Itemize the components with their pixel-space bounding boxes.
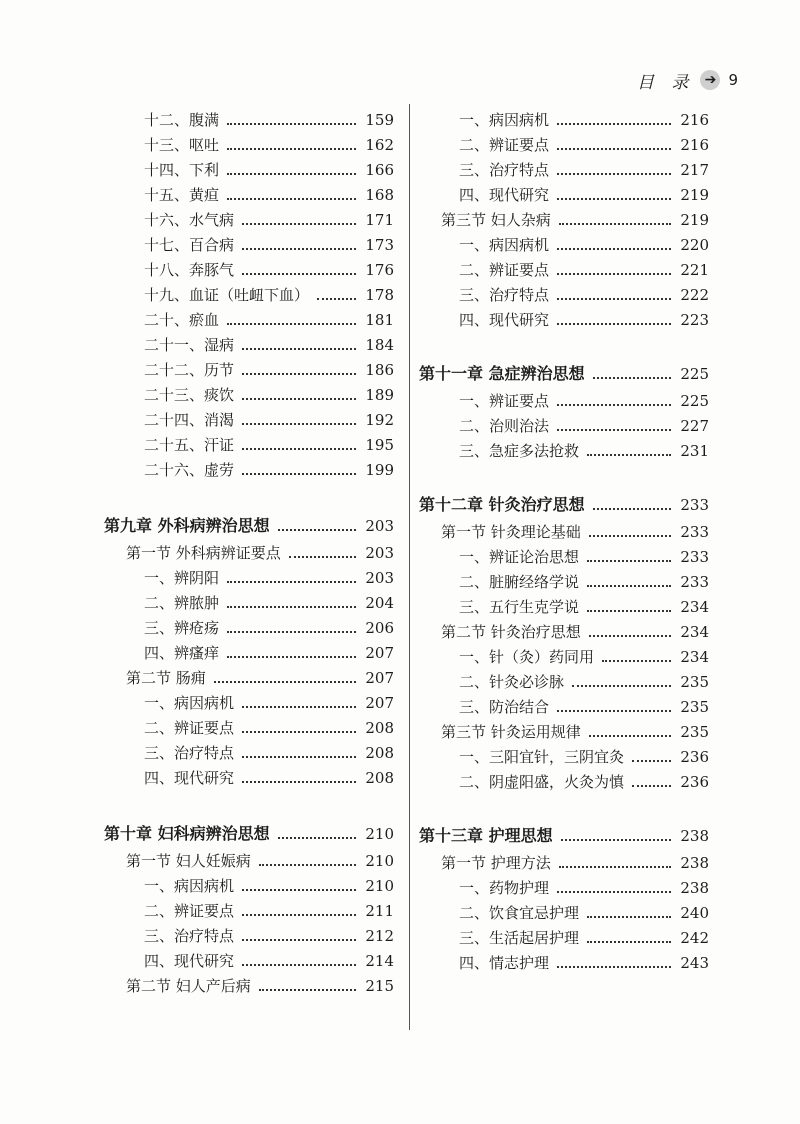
toc-entry-page: 203 bbox=[365, 517, 394, 535]
toc-item-entry[interactable] bbox=[419, 926, 709, 951]
toc-spacer bbox=[104, 483, 394, 511]
toc-entry-label: 第三节 针灸运用规律 bbox=[441, 723, 581, 741]
toc-item-entry[interactable] bbox=[104, 208, 394, 233]
toc-entry-label: 第二节 针灸治疗思想 bbox=[441, 623, 581, 641]
toc-entry-label: 十六、水气病 bbox=[144, 211, 235, 229]
dot-leader bbox=[559, 223, 671, 225]
toc-entry-label: 二十、瘀血 bbox=[144, 311, 220, 329]
toc-entry-page: 225 bbox=[680, 365, 709, 383]
dot-leader bbox=[227, 173, 356, 175]
toc-spacer bbox=[419, 795, 709, 821]
toc-item-entry[interactable] bbox=[104, 408, 394, 433]
toc-entry-label: 二、脏腑经络学说 bbox=[459, 573, 580, 591]
toc-entry-page: 235 bbox=[680, 723, 709, 741]
toc-item-entry[interactable] bbox=[419, 439, 709, 464]
page-number: 9 bbox=[728, 71, 738, 89]
dot-leader bbox=[632, 785, 671, 787]
toc-entry-label: 第十章 妇科病辨治思想 bbox=[104, 824, 270, 843]
toc-section-entry[interactable] bbox=[419, 620, 709, 645]
toc-item-entry[interactable] bbox=[419, 158, 709, 183]
toc-entry-page: 178 bbox=[365, 286, 394, 304]
toc-item-entry[interactable] bbox=[419, 233, 709, 258]
dot-leader bbox=[602, 660, 671, 662]
toc-entry-label: 十五、黄疸 bbox=[144, 186, 220, 204]
toc-section-entry[interactable] bbox=[104, 974, 394, 999]
toc-item-entry[interactable] bbox=[104, 716, 394, 741]
toc-entry-page: 242 bbox=[680, 929, 709, 947]
dot-leader bbox=[242, 398, 356, 400]
arrow-right-icon: ➔ bbox=[700, 70, 720, 90]
dot-leader bbox=[593, 377, 671, 379]
toc-entry-label: 第一节 妇人妊娠病 bbox=[126, 852, 251, 870]
toc-entry-page: 208 bbox=[365, 744, 394, 762]
toc-right-column bbox=[419, 108, 709, 976]
toc-item-entry[interactable] bbox=[104, 949, 394, 974]
toc-item-entry[interactable] bbox=[419, 745, 709, 770]
toc-entry-page: 208 bbox=[365, 769, 394, 787]
toc-entry-page: 207 bbox=[365, 694, 394, 712]
dot-leader bbox=[242, 914, 356, 916]
toc-entry-page: 159 bbox=[365, 111, 394, 129]
toc-entry-label: 一、病因病机 bbox=[459, 111, 550, 129]
toc-item-entry[interactable] bbox=[419, 133, 709, 158]
toc-entry-label: 一、辨证论治思想 bbox=[459, 548, 580, 566]
toc-entry-label: 第一节 针灸理论基础 bbox=[441, 523, 581, 541]
toc-entry-page: 168 bbox=[365, 186, 394, 204]
toc-entry-page: 235 bbox=[680, 673, 709, 691]
dot-leader bbox=[259, 989, 356, 991]
toc-entry-label: 三、防治结合 bbox=[459, 698, 550, 716]
toc-entry-page: 233 bbox=[680, 548, 709, 566]
toc-item-entry[interactable] bbox=[104, 433, 394, 458]
dot-leader bbox=[289, 556, 356, 558]
dot-leader bbox=[589, 535, 671, 537]
dot-leader bbox=[557, 273, 671, 275]
toc-entry-page: 186 bbox=[365, 361, 394, 379]
toc-entry-label: 十九、血证（吐衄下血） bbox=[144, 286, 310, 304]
toc-entry-label: 一、辨证要点 bbox=[459, 392, 550, 410]
dot-leader bbox=[227, 656, 356, 658]
toc-entry-page: 204 bbox=[365, 594, 394, 612]
toc-entry-label: 四、现代研究 bbox=[144, 952, 235, 970]
toc-item-entry[interactable] bbox=[419, 670, 709, 695]
toc-chapter-entry[interactable] bbox=[104, 511, 394, 541]
toc-item-entry[interactable] bbox=[104, 258, 394, 283]
toc-item-entry[interactable] bbox=[419, 183, 709, 208]
toc-entry-label: 四、现代研究 bbox=[459, 311, 550, 329]
toc-item-entry[interactable] bbox=[104, 333, 394, 358]
dot-leader bbox=[557, 323, 671, 325]
toc-entry-page: 233 bbox=[680, 496, 709, 514]
dot-leader bbox=[572, 685, 671, 687]
dot-leader bbox=[557, 148, 671, 150]
toc-entry-label: 三、治疗特点 bbox=[459, 286, 550, 304]
toc-spacer bbox=[419, 333, 709, 359]
dot-leader bbox=[227, 148, 356, 150]
toc-entry-page: 199 bbox=[365, 461, 394, 479]
dot-leader bbox=[557, 404, 671, 406]
toc-entry-label: 第三节 妇人杂病 bbox=[441, 211, 551, 229]
toc-entry-page: 176 bbox=[365, 261, 394, 279]
toc-item-entry[interactable] bbox=[419, 308, 709, 333]
toc-item-entry[interactable] bbox=[104, 591, 394, 616]
column-divider bbox=[409, 104, 410, 1030]
dot-leader bbox=[242, 373, 356, 375]
dot-leader bbox=[227, 323, 356, 325]
toc-item-entry[interactable] bbox=[104, 358, 394, 383]
toc-entry-page: 234 bbox=[680, 598, 709, 616]
toc-item-entry[interactable] bbox=[104, 691, 394, 716]
toc-entry-page: 173 bbox=[365, 236, 394, 254]
toc-entry-label: 二、辨证要点 bbox=[144, 719, 235, 737]
dot-leader bbox=[242, 273, 356, 275]
toc-entry-label: 一、病因病机 bbox=[459, 236, 550, 254]
toc-item-entry[interactable] bbox=[419, 876, 709, 901]
toc-entry-label: 二、辨证要点 bbox=[144, 902, 235, 920]
toc-entry-label: 二、辨脓肿 bbox=[144, 594, 220, 612]
dot-leader bbox=[242, 731, 356, 733]
dot-leader bbox=[242, 781, 356, 783]
toc-entry-label: 二十六、虚劳 bbox=[144, 461, 235, 479]
toc-item-entry[interactable] bbox=[104, 566, 394, 591]
toc-item-entry[interactable] bbox=[104, 641, 394, 666]
toc-entry-label: 二、辨证要点 bbox=[459, 136, 550, 154]
toc-entry-page: 223 bbox=[680, 311, 709, 329]
dot-leader bbox=[242, 473, 356, 475]
toc-entry-label: 一、三阳宜针，三阴宜灸 bbox=[459, 748, 625, 766]
toc-entry-page: 171 bbox=[365, 211, 394, 229]
toc-entry-page: 189 bbox=[365, 386, 394, 404]
dot-leader bbox=[632, 760, 671, 762]
toc-item-entry[interactable] bbox=[419, 108, 709, 133]
dot-leader bbox=[561, 839, 671, 841]
dot-leader bbox=[242, 756, 356, 758]
toc-entry-page: 238 bbox=[680, 827, 709, 845]
toc-entry-page: 206 bbox=[365, 619, 394, 637]
toc-item-entry[interactable] bbox=[419, 258, 709, 283]
toc-entry-label: 三、急症多法抢救 bbox=[459, 442, 580, 460]
toc-entry-label: 第二节 肠痈 bbox=[126, 669, 206, 687]
toc-entry-page: 215 bbox=[365, 977, 394, 995]
dot-leader bbox=[557, 710, 671, 712]
toc-spacer bbox=[419, 464, 709, 490]
dot-leader bbox=[587, 585, 671, 587]
toc-entry-page: 210 bbox=[365, 877, 394, 895]
toc-section-entry[interactable] bbox=[419, 208, 709, 233]
toc-entry-page: 234 bbox=[680, 623, 709, 641]
toc-chapter-entry[interactable] bbox=[104, 819, 394, 849]
toc-entry-page: 203 bbox=[365, 569, 394, 587]
toc-item-entry[interactable] bbox=[104, 283, 394, 308]
toc-spacer bbox=[104, 791, 394, 819]
dot-leader bbox=[278, 837, 356, 839]
toc-entry-label: 十二、腹满 bbox=[144, 111, 220, 129]
toc-entry-page: 234 bbox=[680, 648, 709, 666]
dot-leader bbox=[227, 581, 356, 583]
toc-entry-page: 225 bbox=[680, 392, 709, 410]
toc-item-entry[interactable] bbox=[104, 158, 394, 183]
toc-entry-label: 四、辨瘙痒 bbox=[144, 644, 220, 662]
dot-leader bbox=[227, 198, 356, 200]
toc-section-entry[interactable] bbox=[419, 520, 709, 545]
toc-section-entry[interactable] bbox=[104, 541, 394, 566]
toc-item-entry[interactable] bbox=[419, 645, 709, 670]
toc-entry-label: 一、针（灸）药同用 bbox=[459, 648, 595, 666]
toc-item-entry[interactable] bbox=[104, 458, 394, 483]
toc-entry-label: 二、饮食宜忌护理 bbox=[459, 904, 580, 922]
dot-leader bbox=[559, 866, 671, 868]
toc-entry-label: 十七、百合病 bbox=[144, 236, 235, 254]
toc-section-entry[interactable] bbox=[419, 851, 709, 876]
dot-leader bbox=[227, 606, 356, 608]
running-header-title: 目 录 bbox=[637, 72, 695, 93]
toc-entry-label: 二十三、痰饮 bbox=[144, 386, 235, 404]
dot-leader bbox=[227, 123, 356, 125]
toc-item-entry[interactable] bbox=[104, 766, 394, 791]
dot-leader bbox=[587, 916, 671, 918]
toc-entry-label: 二、治则治法 bbox=[459, 417, 550, 435]
dot-leader bbox=[587, 610, 671, 612]
toc-chapter-entry[interactable] bbox=[419, 490, 709, 520]
toc-entry-label: 第九章 外科病辨治思想 bbox=[104, 516, 270, 535]
toc-item-entry[interactable] bbox=[104, 383, 394, 408]
toc-item-entry[interactable] bbox=[419, 695, 709, 720]
toc-chapter-entry[interactable] bbox=[419, 359, 709, 389]
toc-entry-label: 十八、奔豚气 bbox=[144, 261, 235, 279]
toc-entry-page: 216 bbox=[680, 136, 709, 154]
toc-entry-page: 231 bbox=[680, 442, 709, 460]
toc-item-entry[interactable] bbox=[419, 414, 709, 439]
toc-entry-page: 233 bbox=[680, 523, 709, 541]
toc-entry-page: 208 bbox=[365, 719, 394, 737]
toc-entry-page: 210 bbox=[365, 852, 394, 870]
dot-leader bbox=[242, 423, 356, 425]
toc-section-entry[interactable] bbox=[419, 720, 709, 745]
toc-item-entry[interactable] bbox=[419, 570, 709, 595]
dot-leader bbox=[242, 964, 356, 966]
toc-entry-page: 217 bbox=[680, 161, 709, 179]
toc-entry-page: 166 bbox=[365, 161, 394, 179]
toc-entry-label: 二、针灸必诊脉 bbox=[459, 673, 565, 691]
dot-leader bbox=[278, 529, 356, 531]
dot-leader bbox=[242, 889, 356, 891]
toc-entry-page: 227 bbox=[680, 417, 709, 435]
toc-item-entry[interactable] bbox=[104, 874, 394, 899]
dot-leader bbox=[589, 635, 671, 637]
toc-entry-label: 四、现代研究 bbox=[459, 186, 550, 204]
toc-entry-page: 214 bbox=[365, 952, 394, 970]
toc-chapter-entry[interactable] bbox=[419, 821, 709, 851]
toc-left-column bbox=[104, 108, 394, 999]
dot-leader bbox=[557, 298, 671, 300]
dot-leader bbox=[557, 429, 671, 431]
dot-leader bbox=[227, 631, 356, 633]
toc-item-entry[interactable] bbox=[104, 183, 394, 208]
dot-leader bbox=[242, 706, 356, 708]
toc-entry-page: 192 bbox=[365, 411, 394, 429]
toc-entry-label: 第一节 护理方法 bbox=[441, 854, 551, 872]
toc-entry-page: 162 bbox=[365, 136, 394, 154]
dot-leader bbox=[317, 298, 356, 300]
toc-entry-page: 216 bbox=[680, 111, 709, 129]
toc-entry-label: 四、情志护理 bbox=[459, 954, 550, 972]
dot-leader bbox=[587, 560, 671, 562]
toc-entry-page: 238 bbox=[680, 879, 709, 897]
toc-item-entry[interactable] bbox=[104, 233, 394, 258]
dot-leader bbox=[587, 454, 671, 456]
toc-entry-page: 181 bbox=[365, 311, 394, 329]
toc-entry-label: 十三、呕吐 bbox=[144, 136, 220, 154]
toc-entry-label: 三、五行生克学说 bbox=[459, 598, 580, 616]
toc-entry-label: 二、辨证要点 bbox=[459, 261, 550, 279]
toc-entry-label: 二十二、历节 bbox=[144, 361, 235, 379]
dot-leader bbox=[557, 198, 671, 200]
dot-leader bbox=[587, 941, 671, 943]
toc-item-entry[interactable] bbox=[104, 308, 394, 333]
toc-entry-page: 212 bbox=[365, 927, 394, 945]
toc-entry-page: 220 bbox=[680, 236, 709, 254]
toc-item-entry[interactable] bbox=[419, 595, 709, 620]
toc-entry-label: 十四、下利 bbox=[144, 161, 220, 179]
dot-leader bbox=[557, 173, 671, 175]
toc-entry-label: 三、治疗特点 bbox=[144, 927, 235, 945]
toc-entry-page: 211 bbox=[365, 902, 394, 920]
toc-entry-page: 240 bbox=[680, 904, 709, 922]
toc-entry-page: 236 bbox=[680, 773, 709, 791]
toc-entry-label: 一、辨阴阳 bbox=[144, 569, 220, 587]
dot-leader bbox=[214, 681, 356, 683]
toc-entry-page: 219 bbox=[680, 186, 709, 204]
dot-leader bbox=[557, 891, 671, 893]
toc-item-entry[interactable] bbox=[104, 133, 394, 158]
toc-entry-label: 三、治疗特点 bbox=[144, 744, 235, 762]
toc-item-entry[interactable] bbox=[419, 951, 709, 976]
toc-entry-page: 207 bbox=[365, 644, 394, 662]
dot-leader bbox=[557, 123, 671, 125]
toc-entry-label: 第一节 外科病辨证要点 bbox=[126, 544, 281, 562]
toc-entry-label: 二十一、湿病 bbox=[144, 336, 235, 354]
toc-item-entry[interactable] bbox=[419, 283, 709, 308]
toc-entry-label: 第十一章 急症辨治思想 bbox=[419, 364, 585, 383]
toc-entry-label: 四、现代研究 bbox=[144, 769, 235, 787]
running-header bbox=[637, 66, 738, 94]
toc-entry-label: 三、治疗特点 bbox=[459, 161, 550, 179]
toc-section-entry[interactable] bbox=[104, 666, 394, 691]
toc-item-entry[interactable] bbox=[419, 545, 709, 570]
toc-item-entry[interactable] bbox=[419, 389, 709, 414]
toc-item-entry[interactable] bbox=[104, 899, 394, 924]
toc-item-entry[interactable] bbox=[104, 924, 394, 949]
toc-item-entry[interactable] bbox=[104, 741, 394, 766]
toc-entry-page: 203 bbox=[365, 544, 394, 562]
toc-entry-label: 二十五、汗证 bbox=[144, 436, 235, 454]
toc-entry-page: 207 bbox=[365, 669, 394, 687]
toc-item-entry[interactable] bbox=[104, 616, 394, 641]
toc-item-entry[interactable] bbox=[419, 770, 709, 795]
toc-entry-page: 219 bbox=[680, 211, 709, 229]
dot-leader bbox=[589, 735, 671, 737]
dot-leader bbox=[242, 223, 356, 225]
dot-leader bbox=[242, 939, 356, 941]
dot-leader bbox=[242, 348, 356, 350]
dot-leader bbox=[259, 864, 356, 866]
dot-leader bbox=[557, 966, 671, 968]
toc-item-entry[interactable] bbox=[419, 901, 709, 926]
toc-entry-page: 222 bbox=[680, 286, 709, 304]
toc-entry-page: 184 bbox=[365, 336, 394, 354]
toc-entry-label: 一、病因病机 bbox=[144, 694, 235, 712]
toc-entry-page: 195 bbox=[365, 436, 394, 454]
toc-entry-page: 233 bbox=[680, 573, 709, 591]
toc-entry-label: 三、生活起居护理 bbox=[459, 929, 580, 947]
dot-leader bbox=[242, 448, 356, 450]
dot-leader bbox=[557, 248, 671, 250]
toc-entry-page: 210 bbox=[365, 825, 394, 843]
toc-entry-label: 第十三章 护理思想 bbox=[419, 826, 553, 845]
toc-entry-page: 243 bbox=[680, 954, 709, 972]
toc-entry-label: 第十二章 针灸治疗思想 bbox=[419, 495, 585, 514]
toc-entry-label: 二十四、消渴 bbox=[144, 411, 235, 429]
toc-entry-label: 二、阴虚阳盛，火灸为慎 bbox=[459, 773, 625, 791]
toc-entry-label: 一、药物护理 bbox=[459, 879, 550, 897]
toc-entry-label: 三、辨疮疡 bbox=[144, 619, 220, 637]
toc-entry-page: 235 bbox=[680, 698, 709, 716]
toc-entry-page: 221 bbox=[680, 261, 709, 279]
dot-leader bbox=[593, 508, 671, 510]
toc-entry-label: 一、病因病机 bbox=[144, 877, 235, 895]
toc-section-entry[interactable] bbox=[104, 849, 394, 874]
toc-entry-page: 238 bbox=[680, 854, 709, 872]
toc-item-entry[interactable] bbox=[104, 108, 394, 133]
dot-leader bbox=[242, 248, 356, 250]
toc-entry-label: 第二节 妇人产后病 bbox=[126, 977, 251, 995]
toc-entry-page: 236 bbox=[680, 748, 709, 766]
